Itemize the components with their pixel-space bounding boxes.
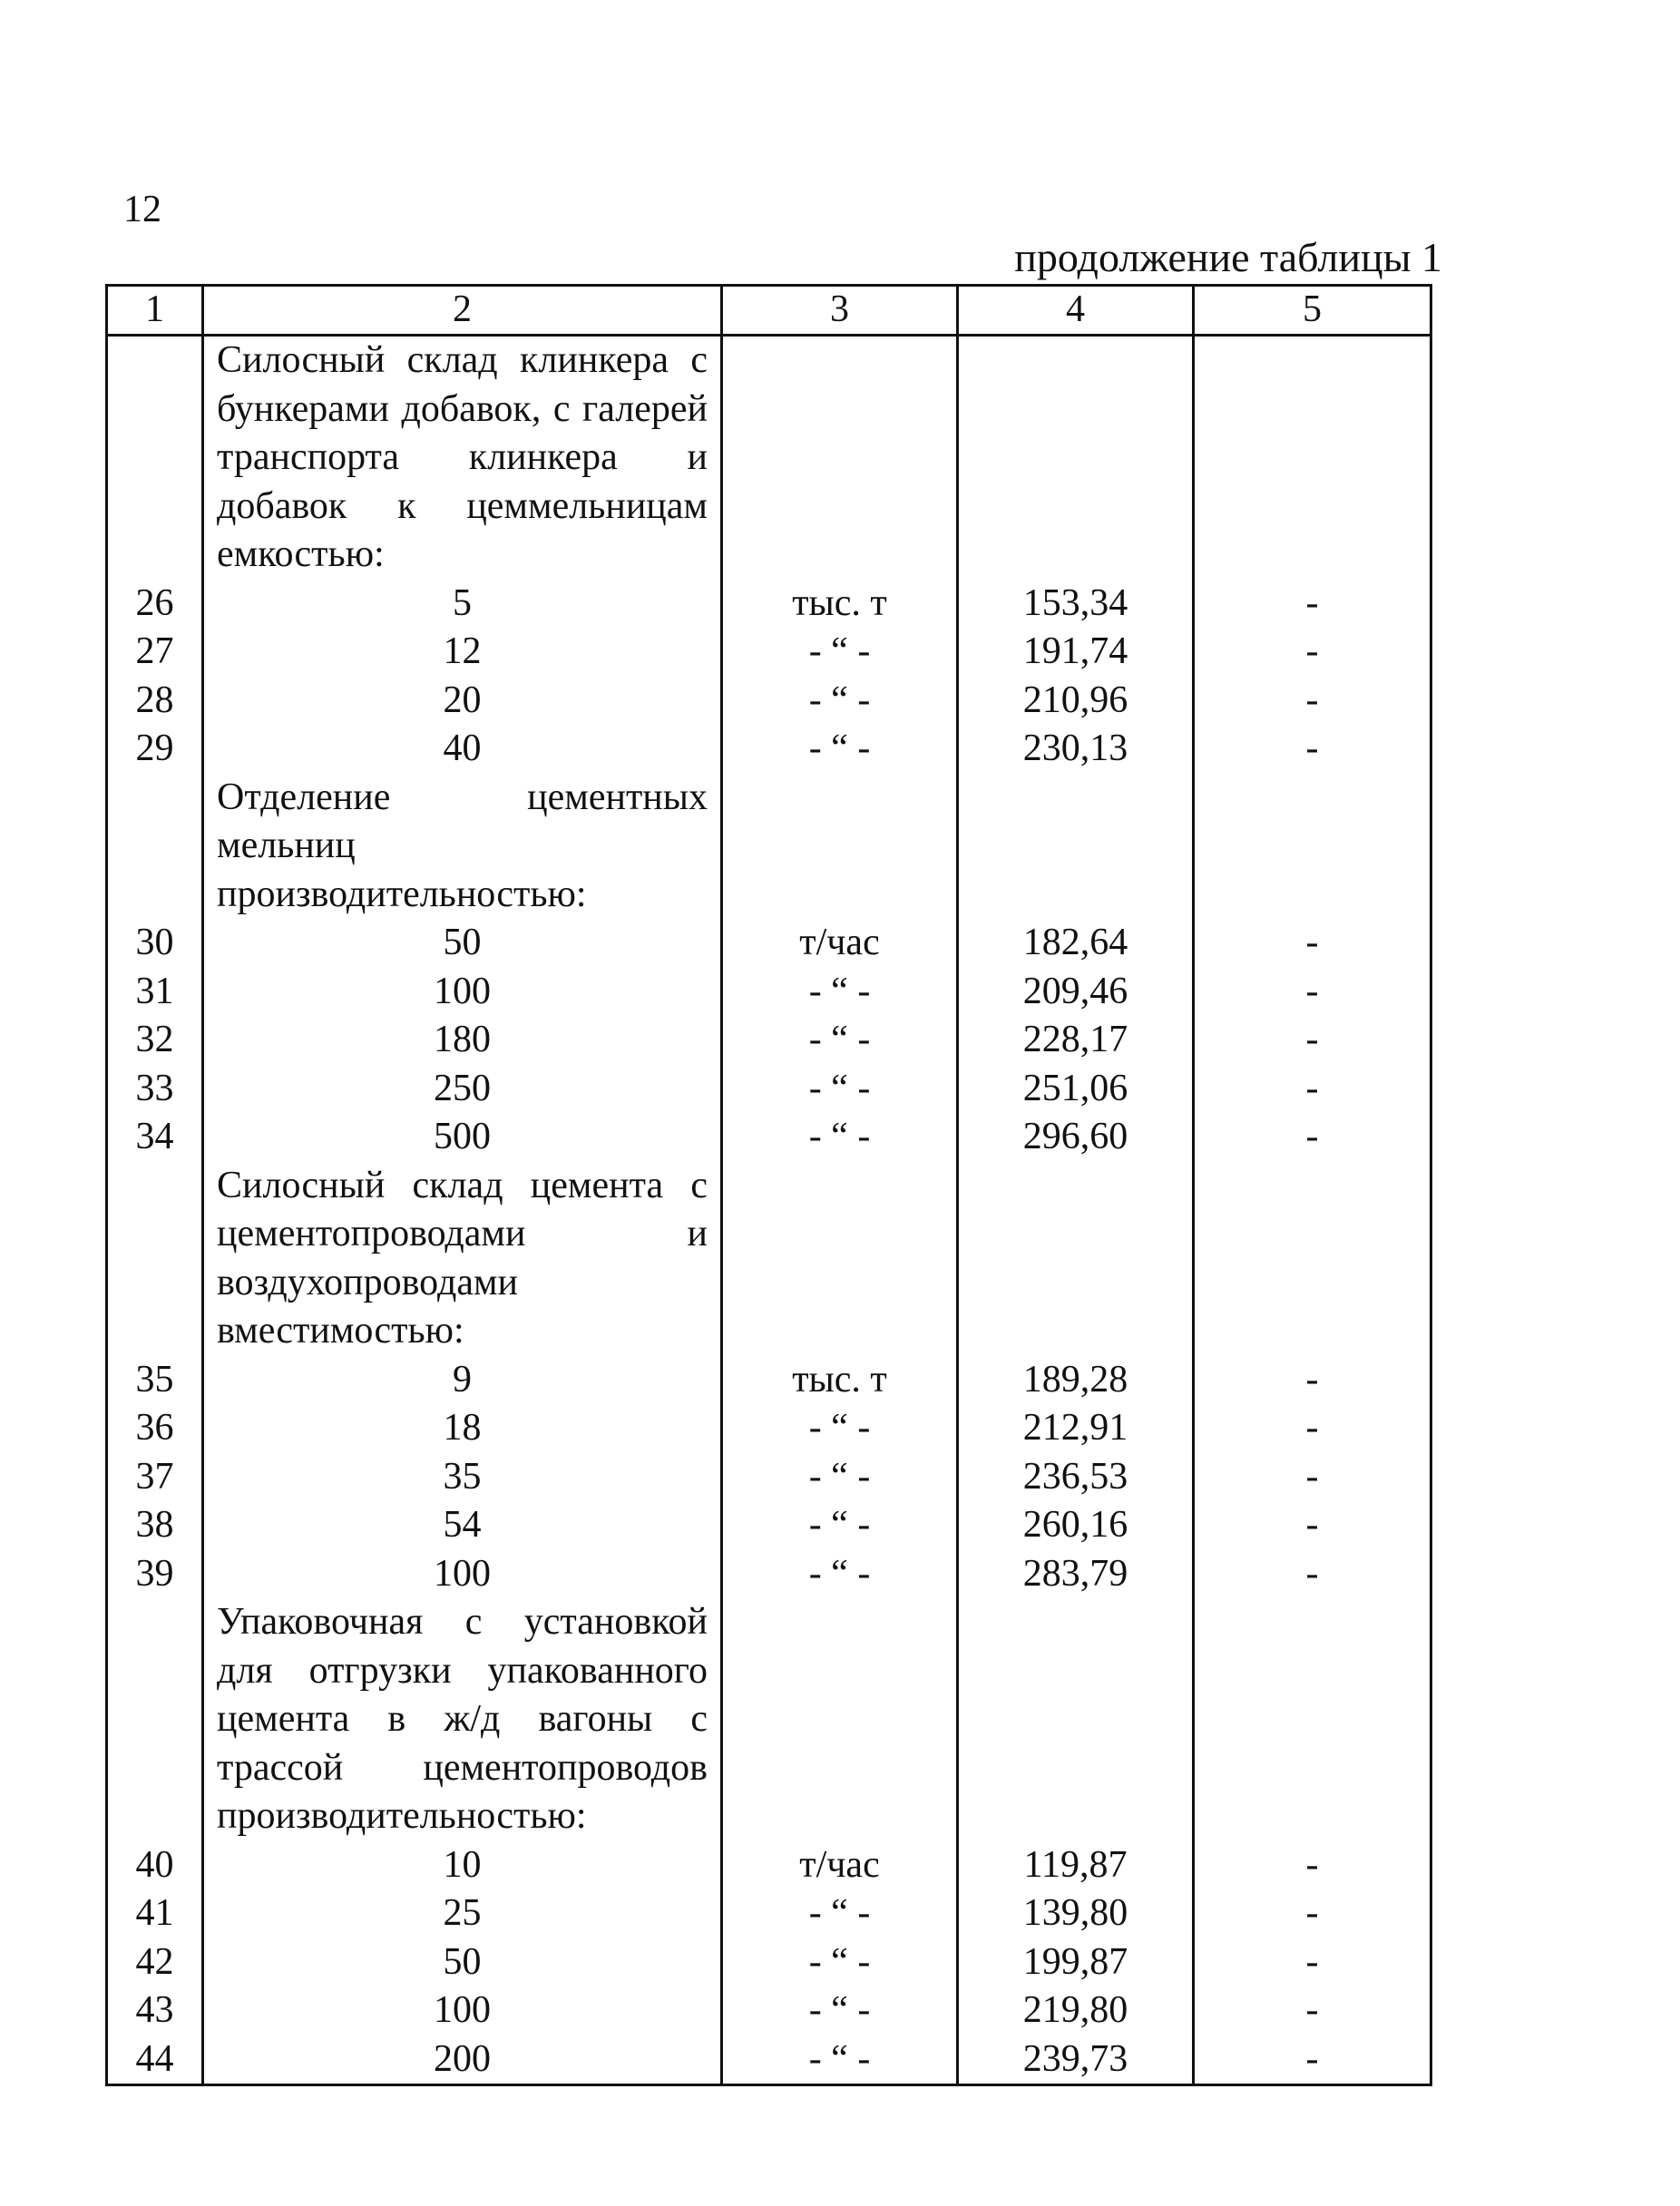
row-capacity: 100 xyxy=(203,1986,722,2035)
row-number: 35 xyxy=(107,1356,203,1405)
row-value: 189,28 xyxy=(958,1356,1194,1405)
row-unit: - “ - xyxy=(722,1501,958,1550)
row-capacity: 5 xyxy=(203,580,722,629)
group-col-4-empty xyxy=(958,336,1194,580)
row-number: 34 xyxy=(107,1113,203,1162)
row-col-5: - xyxy=(1194,1356,1431,1405)
row-value: 191,74 xyxy=(958,628,1194,677)
row-col-5: - xyxy=(1194,1113,1431,1162)
header-col-2: 2 xyxy=(203,286,722,336)
table-row xyxy=(107,725,1431,774)
group-description-row xyxy=(107,774,1431,920)
table-row xyxy=(107,1938,1431,1987)
group-col-1-empty xyxy=(107,774,203,920)
row-unit: тыс. т xyxy=(722,580,958,629)
row-value: 212,91 xyxy=(958,1404,1194,1453)
row-number: 39 xyxy=(107,1550,203,1599)
row-col-5: - xyxy=(1194,1938,1431,1987)
header-col-1: 1 xyxy=(107,286,203,336)
row-value: 219,80 xyxy=(958,1986,1194,2035)
row-capacity: 12 xyxy=(203,628,722,677)
table-row xyxy=(107,1356,1431,1405)
row-value: 236,53 xyxy=(958,1453,1194,1502)
row-unit: - “ - xyxy=(722,1404,958,1453)
table-row xyxy=(107,2035,1431,2085)
table-row xyxy=(107,1889,1431,1938)
group-description: Упаковочная с установкой для отгрузки упакованного цемента в ж/д вагоны с трассой цементопроводов производительностью: xyxy=(203,1598,722,1841)
row-capacity: 100 xyxy=(203,968,722,1017)
group-description: Силосный склад цемента с цементопроводами и воздухопроводами вместимостью: xyxy=(203,1162,722,1356)
header-col-3: 3 xyxy=(722,286,958,336)
row-value: 296,60 xyxy=(958,1113,1194,1162)
header-col-5: 5 xyxy=(1194,286,1431,336)
group-description-row xyxy=(107,1598,1431,1841)
row-unit: - “ - xyxy=(722,968,958,1017)
row-value: 283,79 xyxy=(958,1550,1194,1599)
row-col-5: - xyxy=(1194,919,1431,968)
table-continuation-label: продолжение таблицы 1 xyxy=(1014,234,1442,280)
data-table xyxy=(105,284,1432,2086)
group-description-row xyxy=(107,1162,1431,1356)
row-number: 28 xyxy=(107,677,203,726)
row-unit: - “ - xyxy=(722,1938,958,1987)
group-col-1-empty xyxy=(107,1598,203,1841)
row-number: 37 xyxy=(107,1453,203,1502)
group-col-3-empty xyxy=(722,1162,958,1356)
row-number: 31 xyxy=(107,968,203,1017)
row-number: 40 xyxy=(107,1841,203,1890)
row-value: 199,87 xyxy=(958,1938,1194,1987)
row-capacity: 10 xyxy=(203,1841,722,1890)
row-number: 41 xyxy=(107,1889,203,1938)
row-unit: - “ - xyxy=(722,2035,958,2085)
row-capacity: 250 xyxy=(203,1065,722,1114)
row-col-5: - xyxy=(1194,580,1431,629)
row-capacity: 9 xyxy=(203,1356,722,1405)
table-row xyxy=(107,628,1431,677)
row-number: 36 xyxy=(107,1404,203,1453)
row-capacity: 200 xyxy=(203,2035,722,2085)
group-col-3-empty xyxy=(722,774,958,920)
table-row xyxy=(107,1453,1431,1502)
table-row xyxy=(107,968,1431,1017)
table-row xyxy=(107,1501,1431,1550)
row-unit: - “ - xyxy=(722,1986,958,2035)
row-col-5: - xyxy=(1194,968,1431,1017)
group-description: Отделение цементных мельниц производительностью: xyxy=(203,774,722,920)
row-col-5: - xyxy=(1194,1501,1431,1550)
row-number: 42 xyxy=(107,1938,203,1987)
row-unit: - “ - xyxy=(722,725,958,774)
row-capacity: 35 xyxy=(203,1453,722,1502)
row-capacity: 180 xyxy=(203,1016,722,1065)
row-capacity: 18 xyxy=(203,1404,722,1453)
row-value: 119,87 xyxy=(958,1841,1194,1890)
row-col-5: - xyxy=(1194,1404,1431,1453)
row-capacity: 500 xyxy=(203,1113,722,1162)
row-col-5: - xyxy=(1194,1889,1431,1938)
row-col-5: - xyxy=(1194,2035,1431,2085)
row-unit: - “ - xyxy=(722,1453,958,1502)
row-value: 239,73 xyxy=(958,2035,1194,2085)
row-value: 228,17 xyxy=(958,1016,1194,1065)
group-description-row xyxy=(107,336,1431,580)
row-col-5: - xyxy=(1194,1986,1431,2035)
table-row xyxy=(107,1113,1431,1162)
table-row xyxy=(107,1016,1431,1065)
row-unit: - “ - xyxy=(722,1113,958,1162)
row-number: 27 xyxy=(107,628,203,677)
group-description: Силосный склад клинкера с бункерами добавок, с галерей транспорта клинкера и добавок к цеммельницам емкостью: xyxy=(203,336,722,580)
row-col-5: - xyxy=(1194,628,1431,677)
row-value: 210,96 xyxy=(958,677,1194,726)
row-capacity: 50 xyxy=(203,919,722,968)
table-row xyxy=(107,1065,1431,1114)
table-row xyxy=(107,580,1431,629)
group-col-3-empty xyxy=(722,336,958,580)
row-unit: - “ - xyxy=(722,1065,958,1114)
row-number: 44 xyxy=(107,2035,203,2085)
row-value: 139,80 xyxy=(958,1889,1194,1938)
page-number: 12 xyxy=(123,189,161,230)
row-capacity: 25 xyxy=(203,1889,722,1938)
row-col-5: - xyxy=(1194,1016,1431,1065)
row-unit: - “ - xyxy=(722,1016,958,1065)
row-number: 33 xyxy=(107,1065,203,1114)
row-unit: т/час xyxy=(722,1841,958,1890)
row-capacity: 50 xyxy=(203,1938,722,1987)
row-value: 230,13 xyxy=(958,725,1194,774)
table-row xyxy=(107,1404,1431,1453)
row-capacity: 20 xyxy=(203,677,722,726)
row-unit: - “ - xyxy=(722,628,958,677)
row-number: 38 xyxy=(107,1501,203,1550)
group-col-5-empty xyxy=(1194,336,1431,580)
table-row xyxy=(107,919,1431,968)
row-value: 182,64 xyxy=(958,919,1194,968)
table-body xyxy=(107,336,1431,2085)
row-unit: - “ - xyxy=(722,1889,958,1938)
row-number: 43 xyxy=(107,1986,203,2035)
group-col-4-empty xyxy=(958,774,1194,920)
row-number: 30 xyxy=(107,919,203,968)
group-col-1-empty xyxy=(107,1162,203,1356)
row-number: 26 xyxy=(107,580,203,629)
group-col-5-empty xyxy=(1194,1162,1431,1356)
row-col-5: - xyxy=(1194,1841,1431,1890)
group-col-4-empty xyxy=(958,1162,1194,1356)
row-col-5: - xyxy=(1194,1550,1431,1599)
row-unit: - “ - xyxy=(722,677,958,726)
row-value: 209,46 xyxy=(958,968,1194,1017)
row-number: 29 xyxy=(107,725,203,774)
row-col-5: - xyxy=(1194,1065,1431,1114)
group-col-4-empty xyxy=(958,1598,1194,1841)
row-unit: - “ - xyxy=(722,1550,958,1599)
row-value: 153,34 xyxy=(958,580,1194,629)
row-col-5: - xyxy=(1194,1453,1431,1502)
table-row xyxy=(107,1986,1431,2035)
group-col-3-empty xyxy=(722,1598,958,1841)
row-capacity: 40 xyxy=(203,725,722,774)
header-row xyxy=(107,286,1431,336)
header-col-4: 4 xyxy=(958,286,1194,336)
group-col-1-empty xyxy=(107,336,203,580)
group-col-5-empty xyxy=(1194,1598,1431,1841)
table-row xyxy=(107,1550,1431,1599)
row-value: 251,06 xyxy=(958,1065,1194,1114)
table-row xyxy=(107,677,1431,726)
row-col-5: - xyxy=(1194,677,1431,726)
table-row xyxy=(107,1841,1431,1890)
row-col-5: - xyxy=(1194,725,1431,774)
row-unit: т/час xyxy=(722,919,958,968)
row-capacity: 100 xyxy=(203,1550,722,1599)
row-capacity: 54 xyxy=(203,1501,722,1550)
row-unit: тыс. т xyxy=(722,1356,958,1405)
group-col-5-empty xyxy=(1194,774,1431,920)
row-number: 32 xyxy=(107,1016,203,1065)
row-value: 260,16 xyxy=(958,1501,1194,1550)
